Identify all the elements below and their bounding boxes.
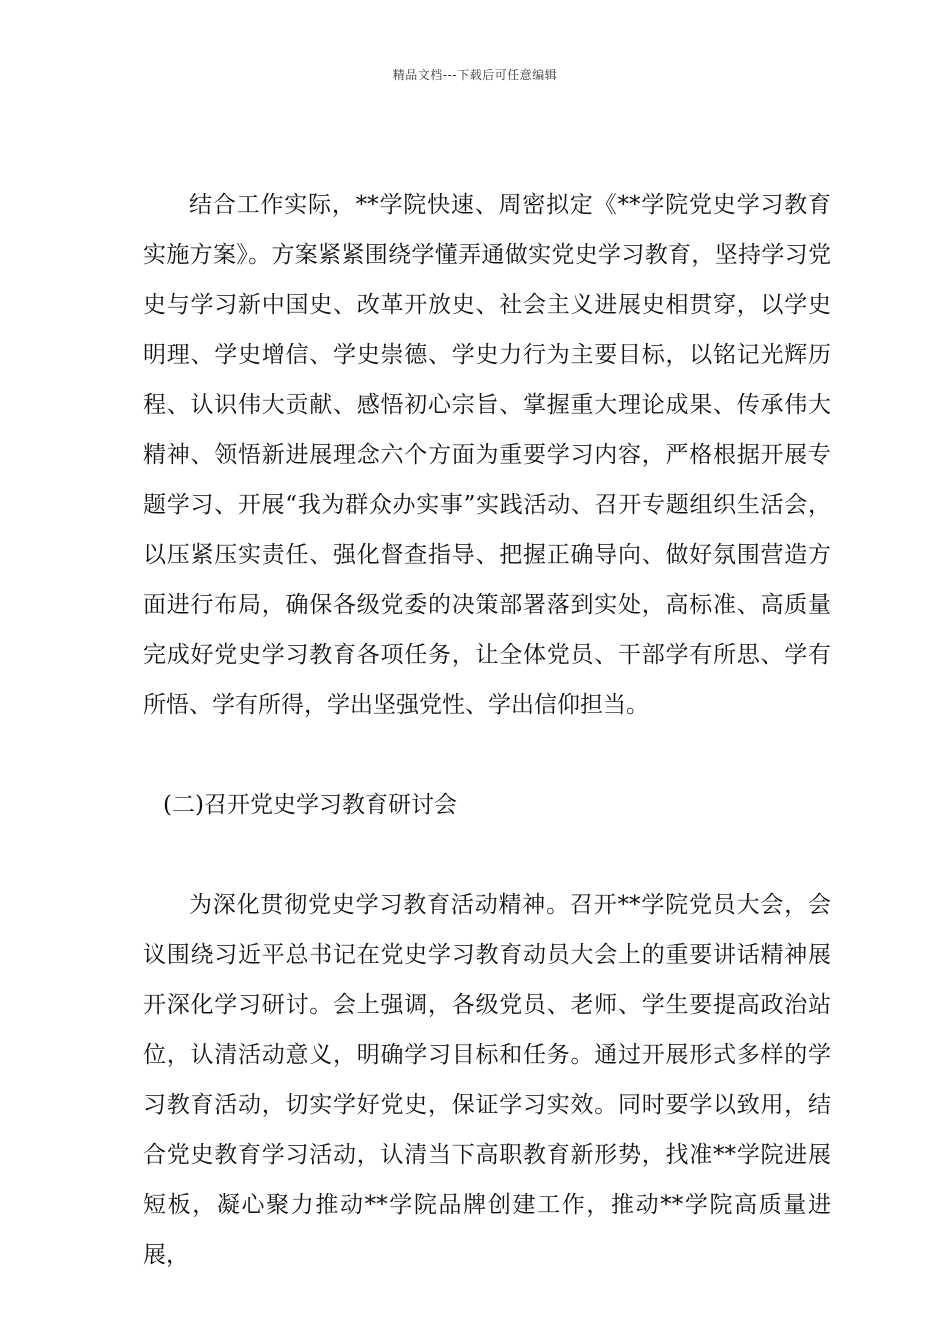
body-paragraph-2: 为深化贯彻党史学习教育活动精神。召开**学院党员大会，会议围绕习近平总书记在党史学习教育动员大会上的重要讲话精神展开深化学习研讨。会上强调，各级党员、老师、学生要提高政治站位，认清活动意义，明确学习目标和任务。通过开展形式多样的学习教育活动，切实学好党史，保证学习实效。同时要学以致用，结合党史教育学习活动，认清当下高职教育新形势，找准**学院进展短板，凝心聚力推动**学院品牌创建工作，推动**学院高质量进展， — [143, 892, 831, 1268]
document-body — [143, 180, 831, 1280]
body-paragraph-1: 结合工作实际，**学院快速、周密拟定《**学院党史学习教育实施方案》。方案紧紧围绕学懂弄通做实党史学习教育，坚持学习党史与学习新中国史、改革开放史、社会主义进展史相贯穿，以学史明理、学史增信、学史崇德、学史力行为主要目标，以铭记光辉历程、认识伟大贡献、感悟初心宗旨、掌握重大理论成果、传承伟大精神、领悟新进展理念六个方面为重要学习内容，严格根据开展专题学习、开展“我为群众办实事”实践活动、召开专题组织生活会，以压紧压实责任、强化督查指导、把握正确导向、做好氛围营造方面进行布局，确保各级党委的决策部署落到实处，高标准、高质量完成好党史学习教育各项任务，让全体党员、干部学有所思、学有所悟、学有所得，学出坚强党性、学出信仰担当。 — [143, 192, 831, 718]
section-heading: (二)召开党史学习教育研讨会 — [163, 792, 457, 818]
document-header-note: 精品文档---下载后可任意编辑 — [392, 68, 558, 82]
